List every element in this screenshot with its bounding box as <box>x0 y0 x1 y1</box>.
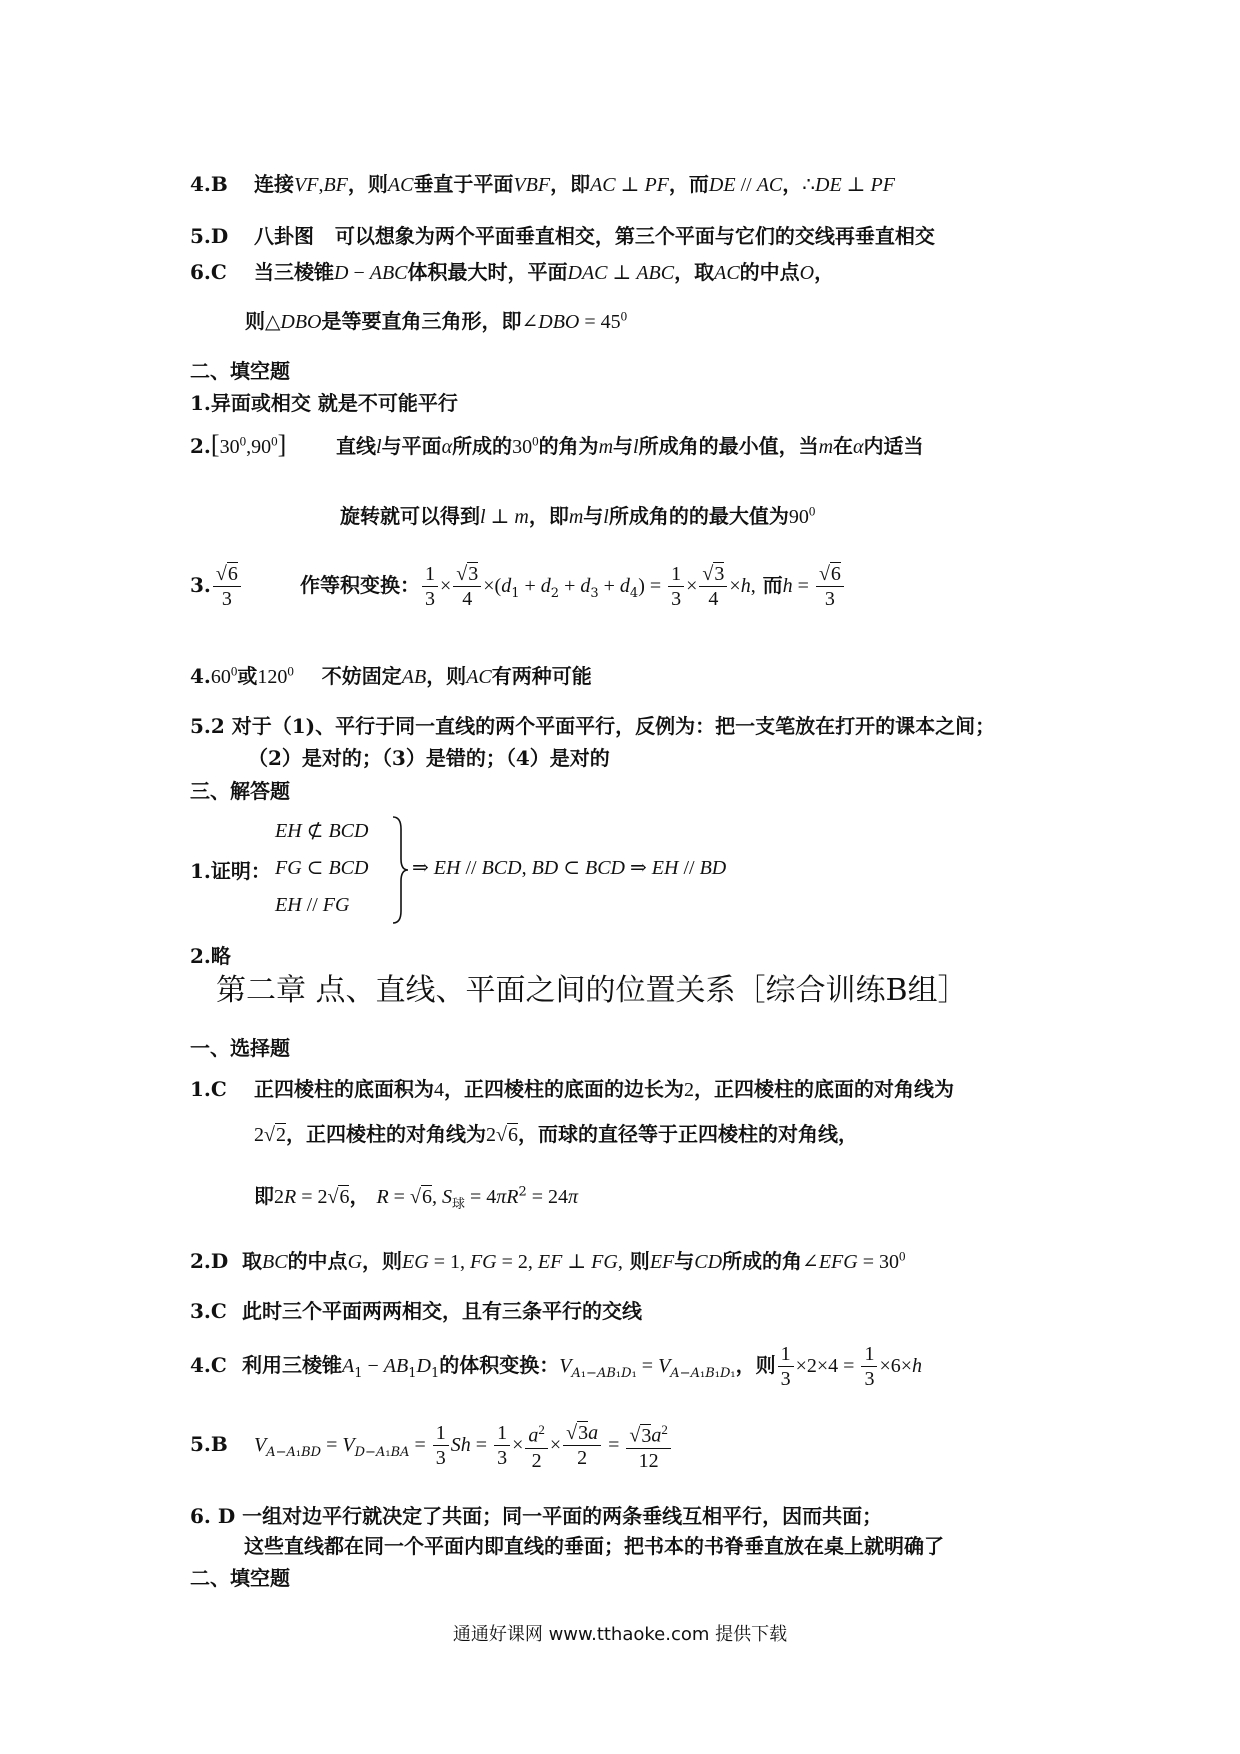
right-brace <box>391 815 409 925</box>
proof-line-2: FG ⊂ BCD <box>275 857 369 879</box>
choice-answer-2: 2.D 取BC的中点G，则EG = 1, FG = 2, EF ⊥ FG, 则EF与CD所成的角∠EFG = $30^0$ <box>190 1248 906 1273</box>
choice-answer-6-cont: 这些直线都在同一个平面内即直线的垂面；把书本的书脊垂直放在桌上就明确了 <box>244 1534 944 1558</box>
proof-line-3: EH // FG <box>275 894 350 916</box>
choice-answer-1: 1.C 正四棱柱的底面积为4，正四棱柱的底面的边长为2，正四棱柱的底面的对角线为 <box>190 1077 954 1101</box>
choice-answer-1-cont2: 即2R = 2√6， R = √6, $S_球 = 4\pi R^2 = 24\pi$ <box>254 1184 579 1212</box>
proof-line-1: EH ⊄ BCD <box>275 820 369 842</box>
section-heading-choice: 一、选择题 <box>190 1036 290 1060</box>
answer-6c-cont: 则△DBO是等要直角三角形，即∠DBO = $45^0$ <box>245 308 628 333</box>
fill-answer-5: 5.2 对于（1)、平行于同一直线的两个平面平行，反例为：把一支笔放在打开的课本之间； <box>190 714 996 738</box>
fill-answer-3: 3. $\frac{√6}{3}$ 作等积变换： $\frac{1}{3}$ × $\frac{√3}{4}$ $\times(d_1 + d_2 + d_3 + d_4)$ = $\frac{1}{3}$ × $\frac{√3}{4}$ ×h, 而h = $\frac{√6}{3}$ <box>190 562 846 611</box>
choice-answer-6: 6. D 一组对边平行就决定了共面；同一平面的两条垂线互相平行，因而共面； <box>190 1504 883 1528</box>
choice-answer-4: 4.C 利用三棱锥$A_1 - AB_1D_1$的体积变换：$V_{A_1-AB_1D_1} = V_{A-A_1B_1D_1}$，则 $\frac{1}{3}$ ×2×4 = $\frac{1}{3}$ ×6×h <box>190 1343 923 1390</box>
fill-answer-2: $2.[30^0,90^0]$ 直线l与平面α所成的$30^0$的角为m与l所成角的最小值，当m在α内适当 <box>190 430 924 459</box>
section-heading-fill-2: 二、填空题 <box>190 1566 290 1590</box>
proof-result: ⇒ EH // BCD, BD ⊂ BCD ⇒ EH // BD <box>412 857 727 879</box>
fill-answer-4: 4.60$^0$或$120^0$ 不妨固定AB，则AC有两种可能 <box>190 663 592 688</box>
answer-6c: 6.C 当三棱锥D − ABC体积最大时，平面DAC ⊥ ABC，取AC的中点O， <box>190 260 835 284</box>
solve-answer-2: 2.略 <box>190 944 231 968</box>
choice-answer-5: 5.B $V_{A-A_1BD} = V_{D-A_1BA}$ = $\frac{1}{3}$ Sh = $\frac{1}{3}$ × $\frac{a^2}{2}$ × $\frac{√3a}{2}$ = $\frac{√3a^2}{12}$ <box>190 1418 673 1473</box>
section-heading-fill: 二、填空题 <box>190 359 290 383</box>
choice-answer-3: 3.C 此时三个平面两两相交，且有三条平行的交线 <box>190 1299 642 1323</box>
answer-5d: 5.D 八卦图 可以想象为两个平面垂直相交，第三个平面与它们的交线再垂直相交 <box>190 224 935 248</box>
fill-answer-1: 1.异面或相交 就是不可能平行 <box>190 391 458 415</box>
footer: 通通好课网 www.tthaoke.com 提供下载 <box>452 1624 788 1645</box>
fill-answer-2-cont: 旋转就可以得到l ⊥ m，即m与l所成角的的最大值为$90^0$ <box>340 503 816 528</box>
proof-label: 1.证明： <box>190 859 271 883</box>
choice-answer-1-cont: 2√2，正四棱柱的对角线为2√6，而球的直径等于正四棱柱的对角线， <box>254 1122 858 1146</box>
fill-answer-5-cont: （2）是对的；（3）是错的；（4）是对的 <box>248 746 610 770</box>
section-heading-solve: 三、解答题 <box>190 779 290 803</box>
chapter-title: 第二章 点、直线、平面之间的位置关系［综合训练B组］ <box>216 973 968 1008</box>
answer-4b: 4.B 连接VF,BF，则AC垂直于平面VBF，即AC ⊥ PF，而DE // AC，∴DE ⊥ PF <box>190 172 895 196</box>
